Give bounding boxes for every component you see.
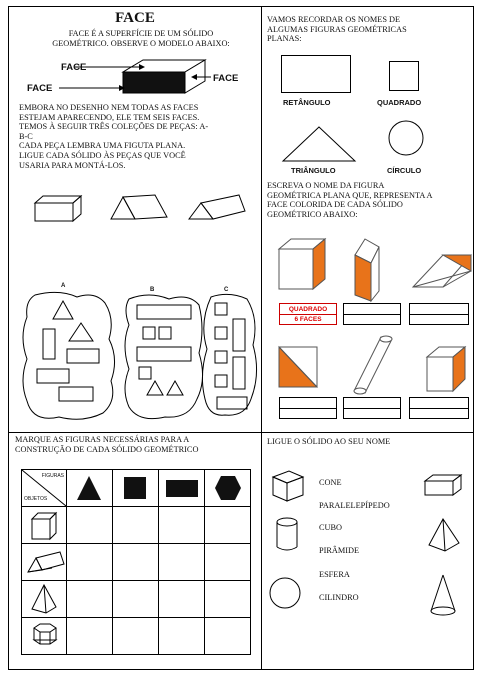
solid-name-pyramid[interactable]: PIRÂMIDE: [319, 546, 360, 555]
solids-row: [31, 193, 251, 229]
cylinder-solid: [354, 336, 392, 394]
example-answer-shape: QUADRADO: [288, 306, 328, 313]
table-row: [22, 507, 251, 544]
colored-solids-row-1: [275, 235, 471, 305]
rectangle-shape: [281, 55, 351, 93]
solid-name-sphere[interactable]: ESFERA: [319, 570, 350, 579]
cube-side-orange-face: [427, 347, 465, 391]
sphere-outline-icon: [270, 578, 300, 608]
header-objetos: OBJETOS: [24, 496, 48, 502]
answer-box-4[interactable]: [279, 397, 337, 419]
collections-pieces: [19, 289, 259, 427]
mark-figures-heading: MARQUE AS FIGURAS NECESSÁRIAS PARA A CONSTRUÇÃO DE CADA SÓLIDO GEOMÉTRICO: [15, 435, 199, 454]
mark-cell[interactable]: [67, 544, 113, 581]
colored-solids-row-2: [275, 329, 471, 399]
mark-cell[interactable]: [67, 618, 113, 655]
example-answer-box: [279, 303, 337, 325]
mark-cell[interactable]: [113, 581, 159, 618]
triangular-prism-orange-face: [413, 255, 471, 287]
solid-name-cone[interactable]: CONE: [319, 478, 342, 487]
cube-solid: [35, 196, 81, 221]
triangular-prism-icon: [22, 544, 66, 580]
mark-cell[interactable]: [159, 581, 205, 618]
solid-name-cylinder[interactable]: CILINDRO: [319, 593, 359, 602]
answer-box-5[interactable]: [343, 397, 401, 419]
circle-shape: [387, 119, 427, 159]
table-row: [22, 618, 251, 655]
solid-name-cube[interactable]: CUBO: [319, 523, 343, 532]
figure-square-cell: [113, 470, 159, 507]
cylinder-outline-icon: [277, 518, 297, 550]
solid-name-parallelepiped[interactable]: PARALELEPÍPEDO: [319, 501, 390, 510]
face-label-right: FACE: [213, 73, 239, 84]
column-divider: [261, 7, 262, 669]
mark-cell[interactable]: [67, 581, 113, 618]
triangle-label: TRIÂNGULO: [291, 166, 336, 175]
figure-hexagon-cell: [205, 470, 251, 507]
face-label-top: FACE: [61, 62, 87, 73]
long-triangular-prism-solid: [189, 195, 245, 219]
mark-cell[interactable]: [205, 618, 251, 655]
mark-cell[interactable]: [113, 544, 159, 581]
table-row: [22, 581, 251, 618]
triangular-prism-solid: [111, 195, 167, 219]
table-row: [22, 544, 251, 581]
circle-label: CÍRCULO: [387, 166, 422, 175]
filled-triangle-icon: [67, 470, 112, 506]
faces-paragraph: EMBORA NO DESENHO NEM TODAS AS FACES ESTEJAM APARECENDO, ELE TEM SEIS FACES. TEMOS À SEGUIR TRÊS COLEÇÕES DE PEÇAS: A- B-C CADA PEÇA LEMBRA UMA FIGUTA PLANA. LIGUE CADA SÓLIDO ÀS PEÇAS QUE VOCÊ USARIA PARA MONTÁ-LOS.: [19, 103, 209, 170]
page-title: FACE: [115, 10, 155, 26]
figure-rectangle-cell: [159, 470, 205, 507]
square-shape: [389, 61, 419, 91]
square-label: QUADRADO: [377, 98, 422, 107]
filled-hexagon-icon: [205, 470, 250, 506]
face-label-left: FACE: [27, 83, 53, 94]
figure-triangle-cell: [67, 470, 113, 507]
object-pyramid-cell: [22, 581, 67, 618]
header-figuras: FIGURAS: [41, 473, 64, 479]
triangle-shape: [281, 125, 361, 165]
hexagonal-prism-icon: [22, 618, 66, 654]
mark-cell[interactable]: [205, 544, 251, 581]
cube-outline-icon: [273, 471, 303, 501]
cube-orange-face: [279, 239, 325, 289]
figures-table: [21, 469, 251, 655]
example-answer-faces: 6 FACES: [280, 314, 336, 323]
answer-box-3[interactable]: [409, 303, 469, 325]
parallelepiped-outline-icon: [425, 475, 461, 495]
cube-icon: [22, 507, 66, 543]
mark-cell[interactable]: [159, 507, 205, 544]
object-prism-cell: [22, 544, 67, 581]
collection-b-label: B: [150, 287, 155, 293]
object-cube-cell: [22, 507, 67, 544]
table-header-row: [22, 470, 251, 507]
cone-outline-icon: [431, 575, 455, 615]
mark-cell[interactable]: [67, 507, 113, 544]
filled-square-icon: [113, 470, 158, 506]
collection-a-label: A: [61, 283, 66, 289]
answer-box-6[interactable]: [409, 397, 469, 419]
mark-cell[interactable]: [159, 618, 205, 655]
match-solid-heading: LIGUE O SÓLIDO AO SEU NOME: [267, 437, 391, 446]
worksheet: [8, 6, 474, 670]
mark-cell[interactable]: [113, 507, 159, 544]
mark-cell[interactable]: [205, 581, 251, 618]
recall-heading: VAMOS RECORDAR OS NOMES DE ALGUMAS FIGURAS GEOMÉTRICAS PLANAS:: [267, 15, 407, 44]
right-solids-column: [419, 471, 469, 621]
object-hexagonal-prism-cell: [22, 618, 67, 655]
pyramid-icon: [22, 581, 66, 617]
collection-c-label: C: [224, 287, 229, 293]
answer-box-2[interactable]: [343, 303, 401, 325]
rectangle-label: RETÂNGULO: [283, 98, 331, 107]
tall-prism-orange-face: [355, 239, 379, 301]
mark-cell[interactable]: [113, 618, 159, 655]
colored-face-instruction: ESCREVA O NOME DA FIGURA GEOMÉTRICA PLANA QUE, REPRESENTA A FACE COLORIDA DE CADA SÓLIDO GEOMÉTRICO ABAIXO:: [267, 181, 433, 219]
filled-rectangle-icon: [159, 470, 204, 506]
table-corner-cell: [22, 470, 67, 507]
left-solids-column: [267, 469, 309, 609]
row-divider: [9, 432, 473, 433]
mark-cell[interactable]: [205, 507, 251, 544]
pyramid-outline-icon: [429, 519, 459, 551]
face-intro: FACE É A SUPERFÍCIE DE UM SÓLIDO GEOMÉTRICO. OBSERVE O MODELO ABAIXO:: [52, 29, 230, 48]
mark-cell[interactable]: [159, 544, 205, 581]
pyramid-orange-face: [279, 347, 317, 387]
